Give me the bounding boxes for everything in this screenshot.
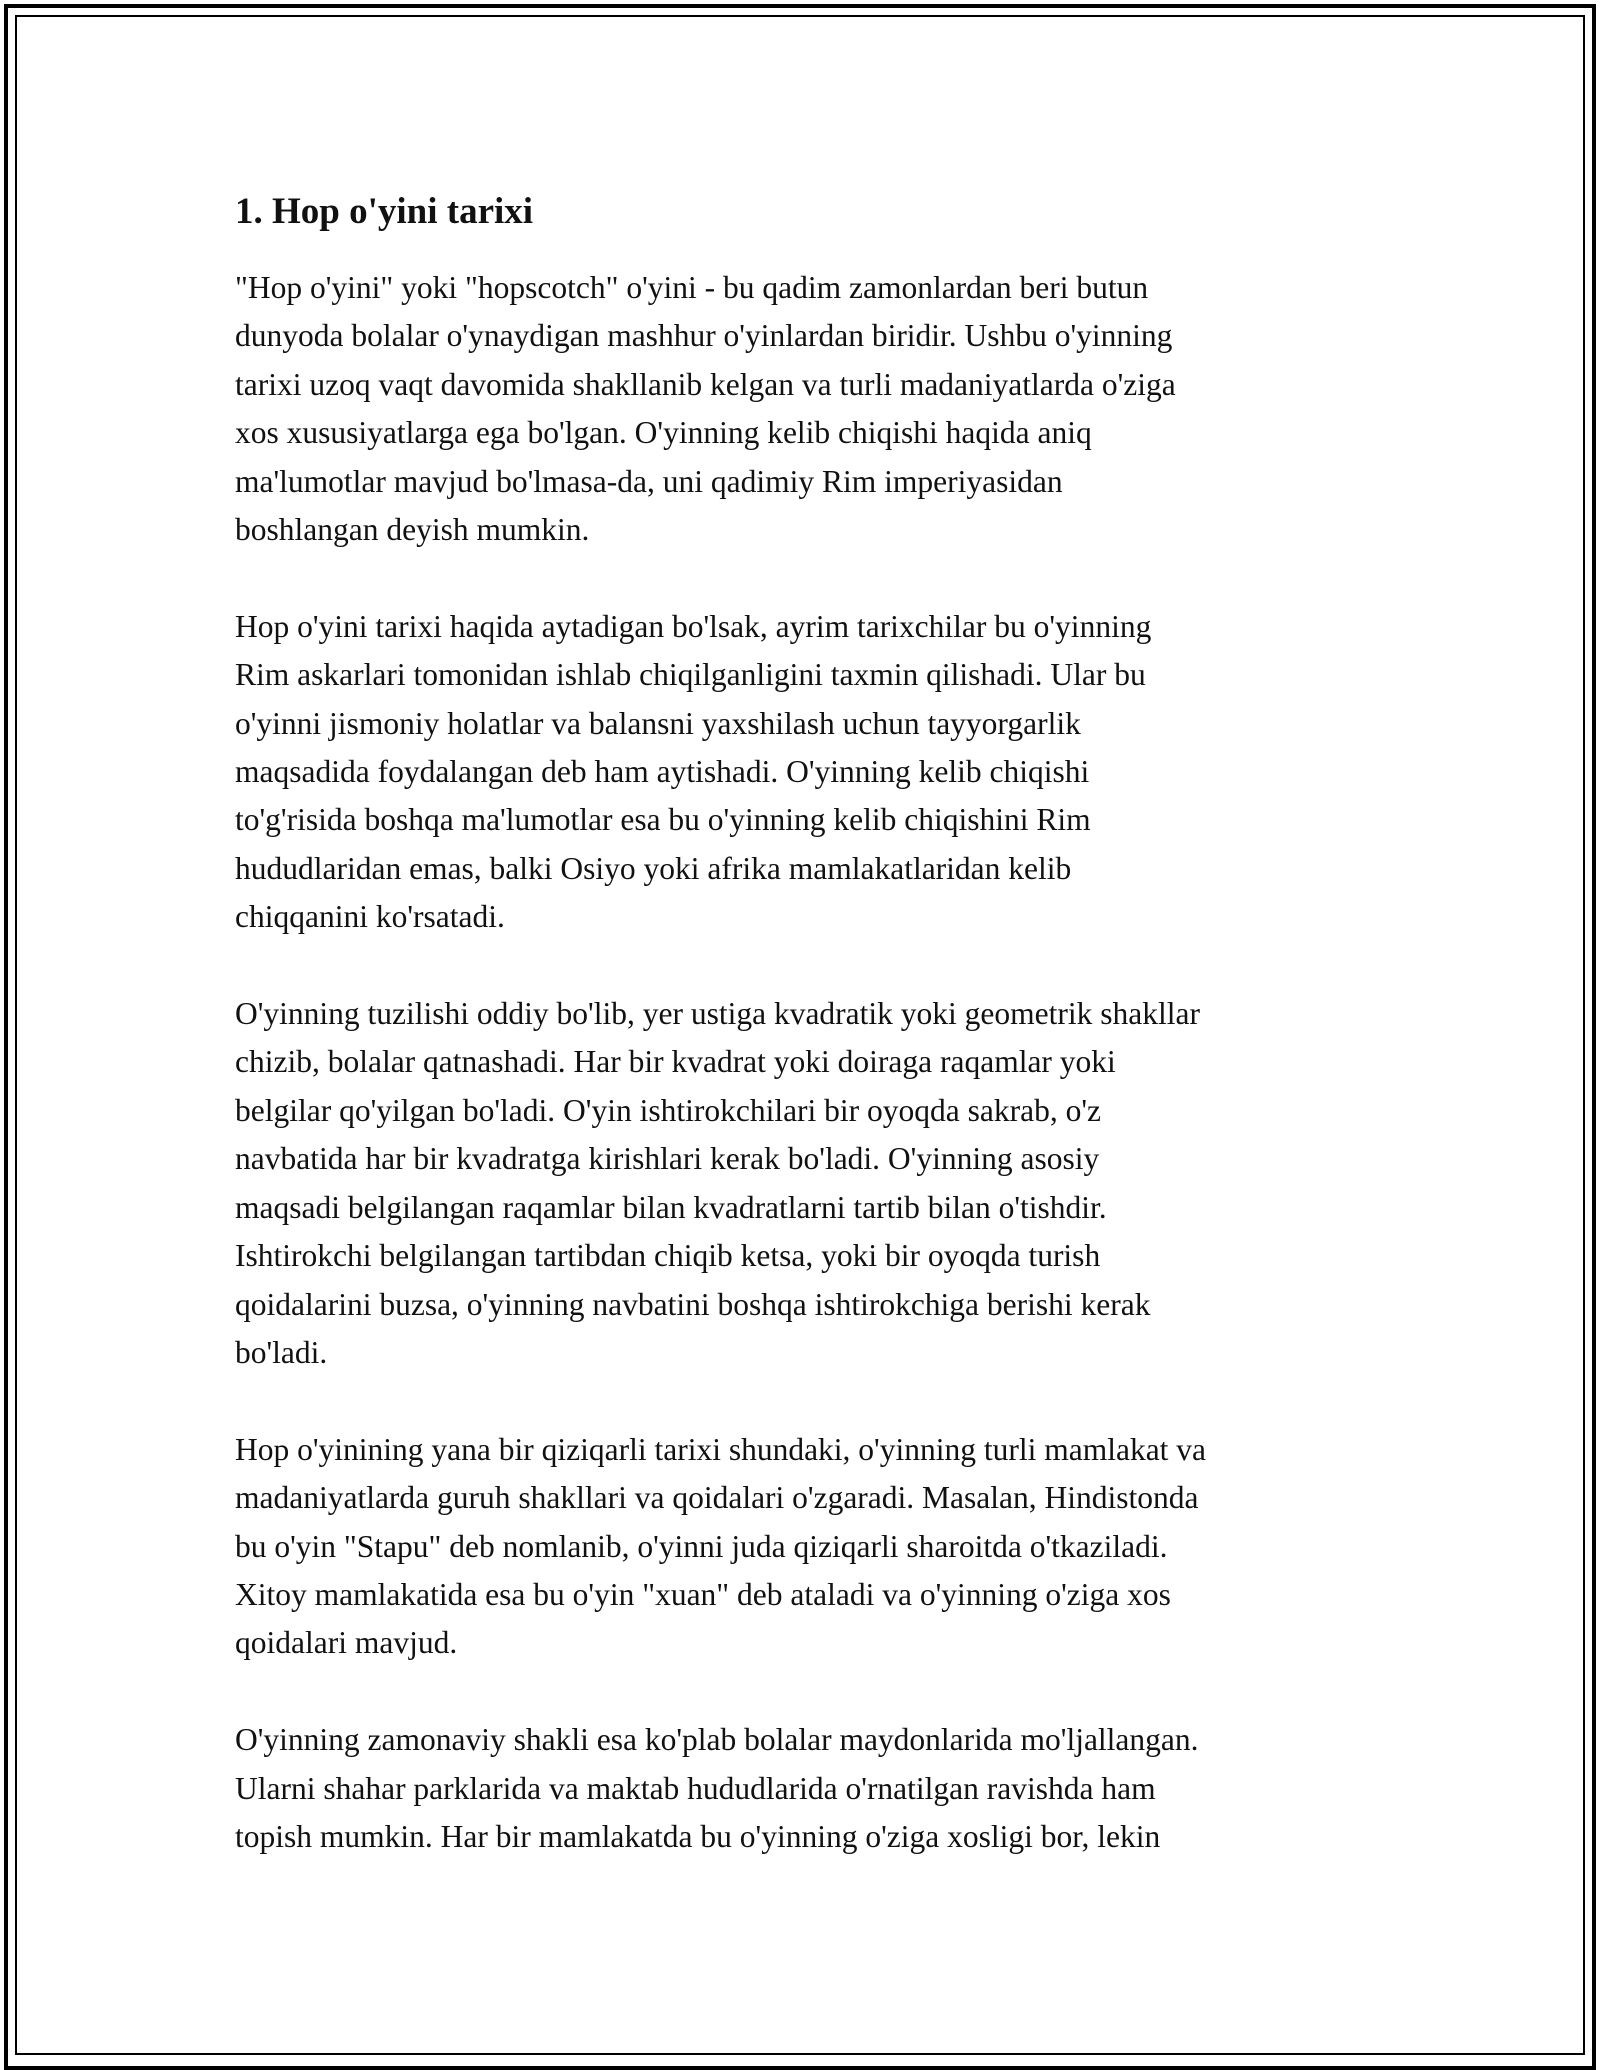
text-line: Ularni shahar parklarida va maktab hududlarida o'rnatilgan ravishda ham xyxy=(235,1770,1156,1806)
text-line: chizib, bolalar qatnashadi. Har bir kvadrat yoki doiraga raqamlar yoki xyxy=(235,1044,1116,1080)
paragraph-5 xyxy=(235,1716,1385,1861)
section-heading: 1. Hop o'yini tarixi xyxy=(235,191,534,232)
text-line: Xitoy mamlakatida esa bu o'yin "xuan" deb ataladi va o'yinning o'ziga xos xyxy=(235,1576,1171,1612)
text-line: o'yinni jismoniy holatlar va balansni yaxshilash uchun tayyorgarlik xyxy=(235,705,1081,741)
text-line: qoidalari mavjud. xyxy=(235,1625,458,1661)
paragraph-4 xyxy=(235,1426,1385,1668)
text-line: chiqqanini ko'rsatadi. xyxy=(235,899,505,935)
paragraph-2 xyxy=(235,603,1385,942)
text-line: belgilar qo'yilgan bo'ladi. O'yin ishtirokchilari bir oyoqda sakrab, o'z xyxy=(235,1092,1102,1128)
text-line: dunyoda bolalar o'ynaydigan mashhur o'yinlardan biridir. Ushbu o'yinning xyxy=(235,318,1173,354)
text-line: topish mumkin. Har bir mamlakatda bu o'yinning o'ziga xosligi bor, lekin xyxy=(235,1818,1161,1854)
text-line: O'yinning tuzilishi oddiy bo'lib, yer ustiga kvadratik yoki geometrik shakllar xyxy=(235,996,1200,1032)
text-line: ma'lumotlar mavjud bo'lmasa-da, uni qadimiy Rim imperiyasidan xyxy=(235,463,1063,499)
text-line: qoidalarini buzsa, o'yinning navbatini boshqa ishtirokchiga berishi kerak xyxy=(235,1286,1151,1322)
paragraph-3 xyxy=(235,990,1385,1377)
text-line: xos xususiyatlarga ega bo'lgan. O'yinning kelib chiqishi haqida aniq xyxy=(235,415,1092,451)
paragraph-1 xyxy=(235,264,1385,554)
text-line: Ishtirokchi belgilangan tartibdan chiqib ketsa, yoki bir oyoqda turish xyxy=(235,1238,1101,1274)
text-line: tarixi uzoq vaqt davomida shakllanib kelgan va turli madaniyatlarda o'ziga xyxy=(235,366,1176,402)
text-line: Rim askarlari tomonidan ishlab chiqilganligini taxmin qilishadi. Ular bu xyxy=(235,657,1146,693)
text-line: maqsadida foydalangan deb ham aytishadi. O'yinning kelib chiqishi xyxy=(235,754,1090,790)
text-line: boshlangan deyish mumkin. xyxy=(235,512,590,548)
text-line: bu o'yin "Stapu" deb nomlanib, o'yinni juda qiziqarli sharoitda o'tkaziladi. xyxy=(235,1528,1168,1564)
document-body xyxy=(235,186,1385,1910)
text-line: madaniyatlarda guruh shakllari va qoidalari o'zgaradi. Masalan, Hindistonda xyxy=(235,1480,1199,1516)
text-line: Hop o'yinining yana bir qiziqarli tarixi shundaki, o'yinning turli mamlakat va xyxy=(235,1431,1207,1467)
text-line: "Hop o'yini" yoki "hopscotch" o'yini - bu qadim zamonlardan beri butun xyxy=(235,270,1149,305)
text-line: hududlaridan emas, balki Osiyo yoki afrika mamlakatlaridan kelib xyxy=(235,850,1072,886)
text-line: to'g'risida boshqa ma'lumotlar esa bu o'yinning kelib chiqishini Rim xyxy=(235,802,1091,838)
text-line: Hop o'yini tarixi haqida aytadigan bo'lsak, ayrim tarixchilar bu o'yinning xyxy=(235,608,1152,644)
text-line: navbatida har bir kvadratga kirishlari kerak bo'ladi. O'yinning asosiy xyxy=(235,1141,1100,1177)
text-line: bo'ladi. xyxy=(235,1334,328,1370)
text-line: maqsadi belgilangan raqamlar bilan kvadratlarni tartib bilan o'tishdir. xyxy=(235,1189,1107,1225)
text-line: O'yinning zamonaviy shakli esa ko'plab bolalar maydonlarida mo'ljallangan. xyxy=(235,1722,1199,1758)
